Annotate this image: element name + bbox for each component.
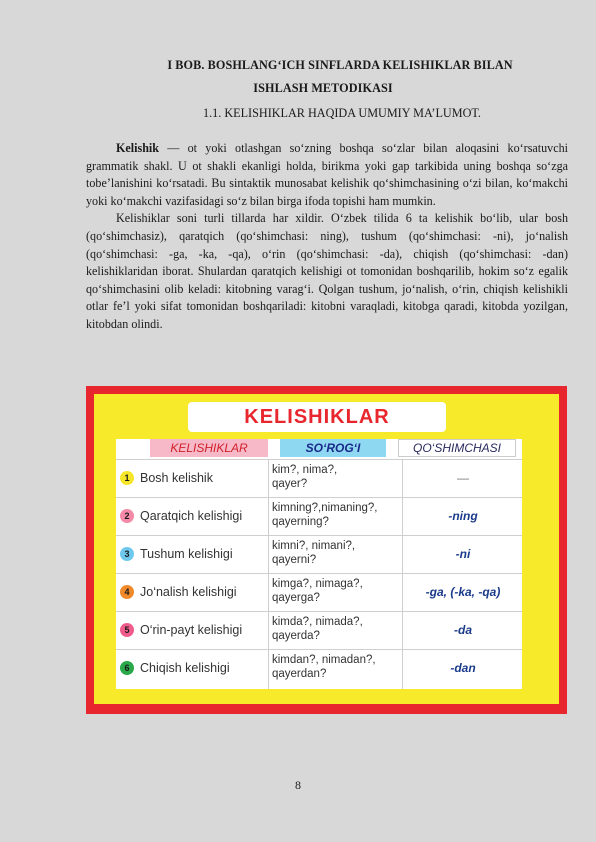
case-name: Jo‘nalish kelishigi <box>140 585 237 599</box>
case-suffix: — <box>457 471 469 485</box>
case-question <box>272 539 400 567</box>
row-number-badge: 3 <box>120 547 134 561</box>
case-name: O‘rin-payt kelishigi <box>140 623 243 637</box>
case-question <box>272 501 400 529</box>
row-number-badge: 5 <box>120 623 134 637</box>
case-suffix: -da <box>454 623 472 637</box>
table-row <box>116 497 522 534</box>
row-number-badge: 6 <box>120 661 134 675</box>
row-number-badge: 1 <box>120 471 134 485</box>
paragraph-1-text: — ot yoki otlashgan so‘zning boshqa so‘zlar bilan aloqasini ko‘rsatuvchi grammatik shakl. U ot shakli ekanligi holda, birikma yoki gap tarkibida uning boshqa so‘zga tobe’lanishini ko‘rsatadi. Bu sintaktik munosabat kelishik qo‘shimchasining o‘zi bilan, ko‘makchi yoki ko‘makchi vazifasidagi so‘z bilan birga ifoda topishi ham mumkin. <box>86 141 568 208</box>
chapter-title-line-1: I BOB. BOSHLANG‘ICH SINFLARDA KELISHIKLAR BILAN <box>167 58 513 72</box>
case-question <box>272 463 400 491</box>
question-line-1: kim?, nima?, <box>272 464 338 476</box>
question-line-2: qayer? <box>272 478 308 490</box>
kelishiklar-poster <box>86 386 567 714</box>
case-table <box>116 439 522 689</box>
question-line-1: kimda?, nimada?, <box>272 616 363 628</box>
paragraph-2: Kelishiklar soni turli tillarda har xildir. O‘zbek tilida 6 ta kelishik bo‘lib, ular bosh (qo‘shimchasiz), qaratqich (qo‘shimchasi: ning), tushum (qo‘shimchasi: -ni), jo‘nalish (qo‘shimchasi: -ga, -ka, -qa), o‘rin (qo‘shimchasi: -da), chiqish (qo‘shimchasi: -dan) kelishiklaridan iborat. Shulardan qaratqich kelishigi ot tomonidan boshqarilib, hokim so‘z egalik qo‘shimchasini olib keladi: kitobning varag‘i. Qolgan tushum, jo‘nalish, o‘rin, chiqish kelishikli otlar fe’l yoki sifat tomonidan boshqariladi: kitobni varaqladi, kitobga qaradi, kitobda yozilgan, kitobdan olindi. <box>86 211 568 331</box>
table-row <box>116 535 522 572</box>
poster-title-box <box>188 402 446 432</box>
question-line-1: kimga?, nimaga?, <box>272 578 363 590</box>
case-question <box>272 577 400 605</box>
body-text <box>86 140 568 334</box>
question-line-1: kimning?,nimaning?, <box>272 502 378 514</box>
question-line-2: qayerning? <box>272 516 329 528</box>
question-line-1: kimdan?, nimadan?, <box>272 654 376 666</box>
header-sorogi: SO‘ROG‘I <box>280 439 386 457</box>
question-line-2: qayerda? <box>272 630 320 642</box>
table-row <box>116 649 522 686</box>
case-suffix: -ning <box>448 509 478 523</box>
case-name: Chiqish kelishigi <box>140 661 230 675</box>
case-question <box>272 615 400 643</box>
case-suffix: -dan <box>450 661 476 675</box>
section-title: 1.1. KELISHIKLAR HAQIDA UMUMIY MA’LUMOT. <box>203 106 481 120</box>
chapter-title-line-2: ISHLASH METODIKASI <box>253 81 393 95</box>
case-name: Bosh kelishik <box>140 471 213 485</box>
case-question <box>272 653 400 681</box>
header-kelishiklar: KELISHIKLAR <box>150 439 268 457</box>
table-row <box>116 459 522 496</box>
row-number-badge: 2 <box>120 509 134 523</box>
case-name: Qaratqich kelishigi <box>140 509 243 523</box>
row-number-badge: 4 <box>120 585 134 599</box>
case-name: Tushum kelishigi <box>140 547 233 561</box>
poster-title: KELISHIKLAR <box>244 405 390 428</box>
case-suffix: -ni <box>455 547 471 561</box>
question-line-1: kimni?, nimani?, <box>272 540 356 552</box>
case-suffix: -ga, (-ka, -qa) <box>425 585 501 599</box>
poster-inner <box>94 394 559 704</box>
page-number: 8 <box>295 778 301 792</box>
header-qoshimchasi: QO‘SHIMCHASI <box>398 439 516 457</box>
table-row <box>116 611 522 648</box>
question-line-2: qayerdan? <box>272 668 327 680</box>
term-kelishik: Kelishik <box>116 141 160 155</box>
question-line-2: qayerni? <box>272 554 317 566</box>
table-row <box>116 573 522 610</box>
question-line-2: qayerga? <box>272 592 320 604</box>
paragraph-1 <box>86 140 568 210</box>
